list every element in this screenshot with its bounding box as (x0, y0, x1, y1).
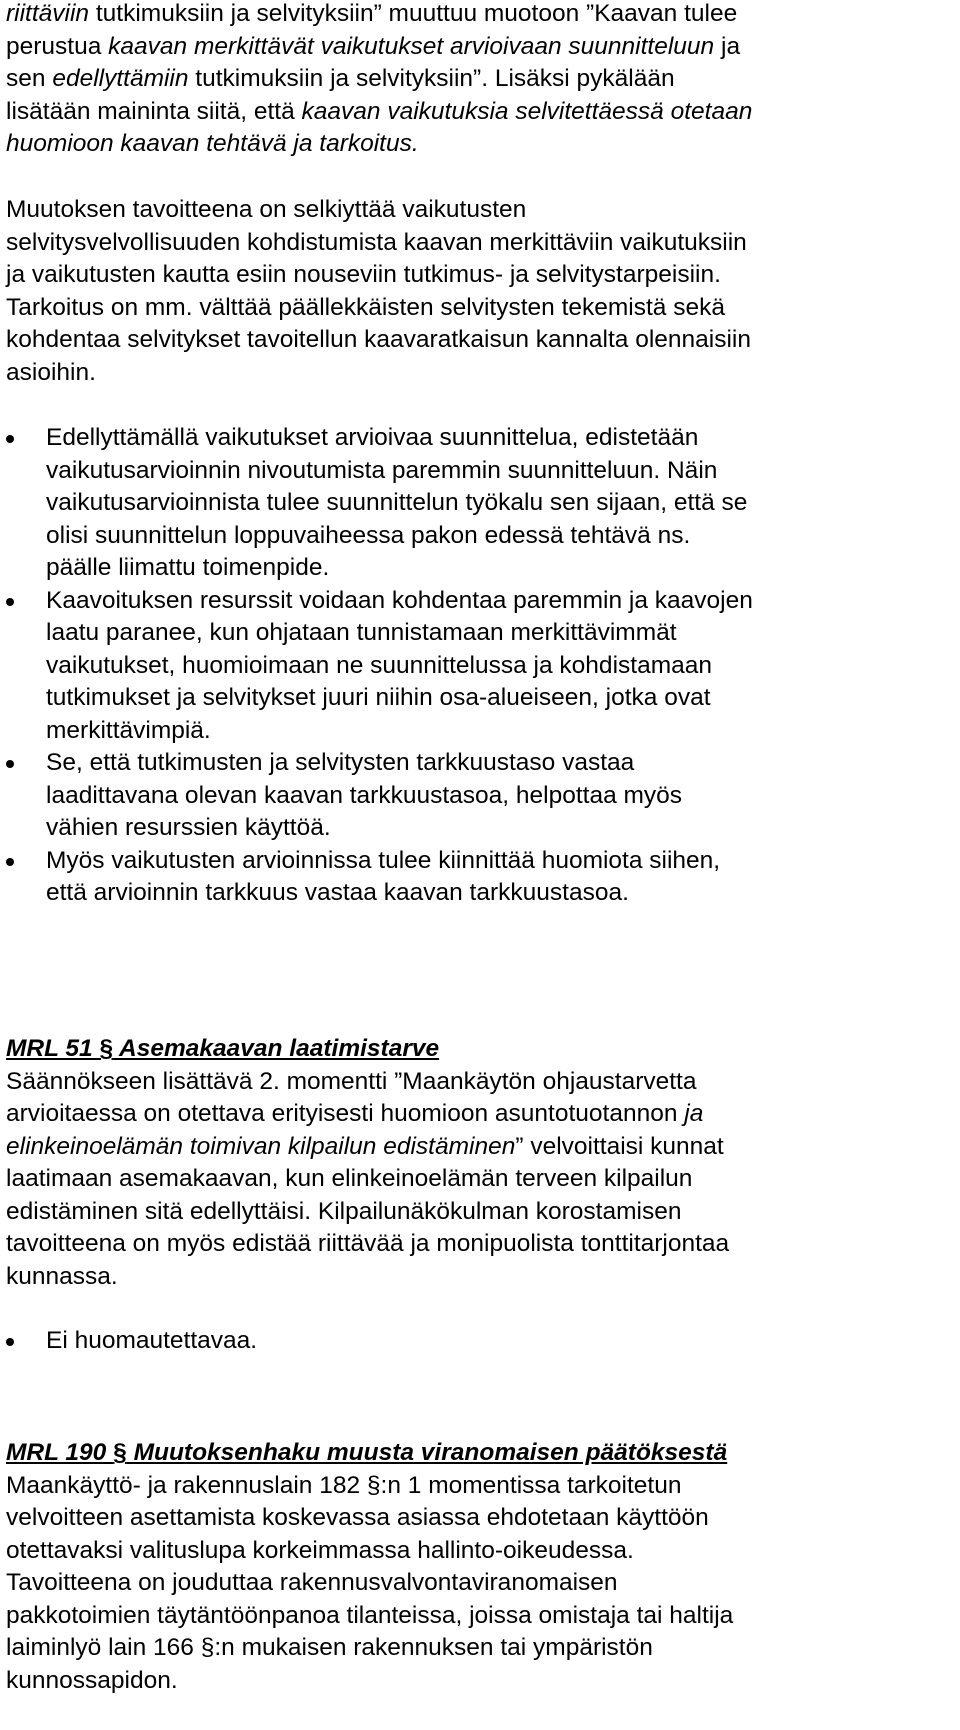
intro-line: huomioon kaavan tehtävä ja tarkoitus. (6, 130, 419, 157)
section-sign: § (113, 1439, 127, 1466)
intro-line: riittäviin tutkimuksiin ja selvityksiin” muuttuu muotoon ”Kaavan tulee (6, 0, 738, 27)
intro-line: lisätään maininta siitä, että kaavan vaikutuksia selvitettäessä otetaan (6, 97, 753, 125)
section-heading: MRL 190 § Muutoksenhaku muusta viranomaisen päätöksestä (6, 1439, 728, 1466)
mrl190-section (6, 1437, 956, 1697)
purpose-line: Muutoksen tavoitteena on selkiyttää vaikutusten (6, 196, 527, 223)
list-item: Myös vaikutusten arvioinnissa tulee kiinnittää huomiota siihen, että arvioinnin tarkkuus vastaa kaavan tarkkuustasoa. (6, 845, 753, 910)
bullet-icon (6, 1338, 14, 1346)
mrl190-paragraph: Maankäyttö- ja rakennuslain 182 §:n 1 momentissa tarkoitetun velvoitteen asettamista koskevassa asiassa ehdotetaan käyttöön otettavaksi valituslupa korkeimmassa hallinto-oikeudessa. Tavoitteena on jouduttaa rakennusvalvontaviranomaisen pakkotoimien täytäntöönpanoa tilanteissa, joissa omistaja tai haltija laiminlyö lain 166 §:n mukaisen rakennuksen tai ympäristön kunnossapidon. (6, 1471, 734, 1694)
purpose-line: asioihin. (6, 358, 96, 386)
purpose-line: kohdentaa selvitykset tavoitellun kaavaratkaisun kannalta olennaisiin (6, 326, 751, 353)
intro-line: sen edellyttämiin tutkimuksiin ja selvityksiin”. Lisäksi pykälään (6, 65, 675, 92)
list-item: Edellyttämällä vaikutukset arvioivaa suunnittelua, edistetään vaikutusarvioinnin nivoutumista paremmin suunnitteluun. Näin vaikutusarvioinnista tulee suunnittelun työkalu sen sijaan, että se olisi suunnittelun loppuvaiheessa pakon edessä tehtävä ns. päälle liimattu toimenpide. (6, 422, 753, 585)
bullet-icon (6, 598, 14, 606)
purpose-line: Tarkoitus on mm. välttää päällekkäisten selvitysten tekemistä sekä (6, 293, 725, 321)
mrl51-paragraph: Säännökseen lisättävä 2. momentti ”Maankäytön ohjaustarvetta arvioitaessa on otettava erityisesti huomioon asuntotuotannon ja elinkeinoelämän toimivan kilpailun edistäminen” velvoittaisi kunnat laatimaan asemakaavan, kun elinkeinoelämän terveen kilpailun edistäminen sitä edellyttäisi. Kilpailunäkökulman korostamisen tavoitteena on myös edistää riittävää ja monipuolista tonttitarjontaa kunnassa. (6, 1067, 730, 1290)
list-item: Se, että tutkimusten ja selvitysten tarkkuustaso vastaa laadittavana olevan kaavan tarkkuustasoa, helpottaa myös vähien resurssien käyttöä. (6, 747, 753, 845)
bullet-icon (6, 760, 14, 768)
purpose-line: ja vaikutusten kautta esiin nouseviin tutkimus- ja selvitystarpeisiin. (6, 261, 721, 288)
purpose-paragraph (6, 194, 751, 389)
impact-bullet-list (6, 422, 753, 910)
bullet-icon (6, 858, 14, 866)
section-heading: MRL 51 § Asemakaavan laatimistarve (6, 1035, 440, 1062)
bullet-icon (6, 435, 14, 443)
mrl51-section (6, 1033, 956, 1358)
intro-paragraph (6, 0, 752, 161)
mrl51-bullet-list (6, 1325, 956, 1358)
section-sign: § (99, 1035, 114, 1062)
intro-line: perustua kaavan merkittävät vaikutukset arvioivaan suunnitteluun ja (6, 32, 741, 60)
list-item: Kaavoituksen resurssit voidaan kohdentaa paremmin ja kaavojen laatu paranee, kun ohjataan tunnistamaan merkittävimmät vaikutukset, huomioimaan ne suunnittelussa ja kohdistamaan tutkimukset ja selvitykset juuri niihin osa-alueiseen, jotka ovat merkittävimpiä. (6, 585, 753, 748)
purpose-line: selvitysvelvollisuuden kohdistumista kaavan merkittäviin vaikutuksiin (6, 228, 747, 256)
list-item: Ei huomautettavaa. (6, 1325, 956, 1358)
